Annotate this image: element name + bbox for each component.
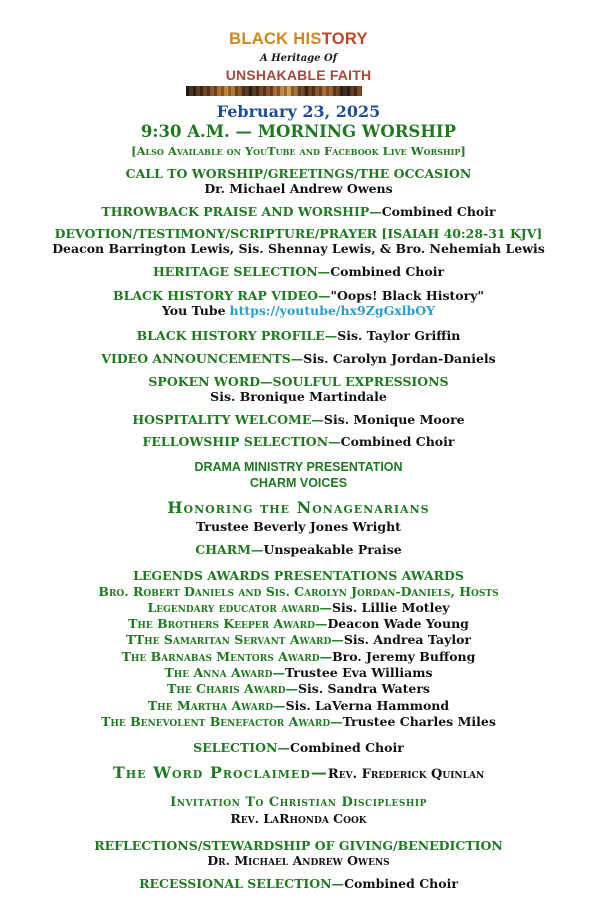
service-date: February 23, 2025 (216, 102, 381, 121)
award-row (0, 649, 597, 664)
drama-heading-2: CHARM VOICES (249, 476, 348, 490)
selection-label: SELECTION— (193, 740, 290, 755)
fellowship-item (0, 434, 597, 449)
award-row (0, 632, 597, 647)
throwback-person: Combined Choir (381, 204, 496, 219)
logo-title-part1: BLACK HIS (229, 30, 322, 48)
selection-item (0, 740, 597, 755)
profile-label: BLACK HISTORY PROFILE— (136, 328, 338, 343)
honoring-person: Trustee Beverly Jones Wright (196, 519, 401, 534)
award-label: Legendary educator award— (147, 600, 333, 615)
reflections-heading: REFLECTIONS/STEWARDSHIP OF GIVING/BENEDICTION (94, 838, 503, 853)
devotion-people: Deacon Barrington Lewis, Sis. Shennay Lewis, & Bro. Nehemiah Lewis (52, 241, 545, 256)
video-person: Sis. Carolyn Jordan-Daniels (303, 351, 496, 366)
word-person: Rev. Frederick Quinlan (327, 767, 485, 782)
award-row (0, 698, 597, 713)
award-label: The Martha Award— (147, 698, 286, 713)
award-person: Bro. Jeremy Buffong (332, 649, 476, 664)
hospitality-person: Sis. Monique Moore (323, 412, 465, 427)
hospitality-label: HOSPITALITY WELCOME— (132, 412, 324, 427)
rap-title: "Oops! Black History" (330, 288, 484, 303)
spoken-word-heading: SPOKEN WORD—SOULFUL EXPRESSIONS (148, 374, 449, 389)
award-label: The Barnabas Mentors Award— (121, 649, 333, 664)
charm-label: CHARM— (195, 542, 264, 557)
fellowship-person: Combined Choir (340, 434, 455, 449)
devotion-heading: DEVOTION/TESTIMONY/SCRIPTURE/PRAYER [ISAIAH 40:28-31 KJV] (54, 226, 543, 241)
profile-person: Sis. Taylor Griffin (337, 328, 461, 343)
legends-hosts: Bro. Robert Daniels and Sis. Carolyn Jordan-Daniels, Hosts (98, 584, 499, 599)
youtube-label: You Tube (161, 303, 226, 318)
video-label: VIDEO ANNOUNCEMENTS— (101, 351, 304, 366)
reflections-person: Dr. Michael Andrew Owens (207, 853, 390, 868)
award-person: Sis. Andrea Taylor (343, 632, 472, 647)
award-person: Sis. LaVerna Hammond (285, 698, 450, 713)
selection-person: Combined Choir (289, 740, 404, 755)
logo-tagline: A Heritage Of (259, 53, 338, 64)
word-proclaimed-item (0, 765, 597, 782)
award-label: The Benevolent Benefactor Award— (101, 714, 343, 729)
heritage-person: Combined Choir (330, 264, 445, 279)
logo-title-part2: TORY (321, 30, 368, 48)
award-label: The Brothers Keeper Award— (128, 616, 328, 631)
youtube-link[interactable]: https://youtube/hx9ZgGxlbOY (229, 303, 436, 318)
award-label: The Charis Award— (167, 681, 299, 696)
award-label: The Anna Award— (164, 665, 285, 680)
recessional-person: Combined Choir (344, 876, 458, 891)
word-label: The Word Proclaimed— (112, 763, 328, 782)
honoring-heading: Honoring the Nonagenarians (167, 498, 430, 517)
invitation-heading: Invitation To Christian Discipleship (170, 795, 427, 810)
rap-video-item (0, 288, 597, 303)
service-title: 9:30 A.M. — MORNING WORSHIP (140, 122, 457, 141)
rap-link-line (0, 303, 597, 318)
legends-heading: LEGENDS AWARDS PRESENTATIONS AWARDS (133, 568, 464, 583)
recessional-label: RECESSIONAL SELECTION— (139, 876, 345, 891)
award-row (0, 600, 597, 615)
availability-note: [Also Available on YouTube and Facebook Live Worship] (131, 144, 466, 158)
award-row (0, 665, 597, 680)
logo-theme: UNSHAKABLE FAITH (225, 67, 372, 83)
drama-heading-1: DRAMA MINISTRY PRESENTATION (194, 460, 403, 474)
throwback-item (0, 204, 597, 219)
award-row (0, 681, 597, 696)
call-to-worship-heading: CALL TO WORSHIP/GREETINGS/THE OCCASION (125, 166, 472, 181)
spoken-word-person: Sis. Bronique Martindale (210, 389, 387, 404)
video-announcements-item (0, 351, 597, 366)
award-person: Sis. Sandra Waters (298, 681, 430, 696)
award-person: Trustee Charles Miles (342, 714, 496, 729)
award-row (0, 714, 597, 729)
throwback-label: THROWBACK PRAISE AND WORSHIP— (101, 204, 382, 219)
award-person: Trustee Eva Williams (284, 665, 433, 680)
heritage-label: HERITAGE SELECTION— (152, 264, 331, 279)
award-person: Deacon Wade Young (327, 616, 469, 631)
recessional-item (0, 876, 597, 891)
fellowship-label: FELLOWSHIP SELECTION— (142, 434, 341, 449)
invitation-person: Rev. LaRhonda Cook (230, 811, 367, 826)
heritage-item (0, 264, 597, 279)
logo-banner-image (186, 86, 362, 96)
award-row (0, 616, 597, 631)
award-person: Sis. Lillie Motley (332, 600, 450, 615)
rap-label: BLACK HISTORY RAP VIDEO— (113, 288, 331, 303)
charm-song: Unspeakable Praise (263, 542, 402, 557)
profile-item (0, 328, 597, 343)
logo-title (0, 30, 597, 49)
award-label: TThe Samaritan Servant Award— (125, 632, 344, 647)
charm-item (0, 542, 597, 557)
hospitality-item (0, 412, 597, 427)
call-to-worship-person: Dr. Michael Andrew Owens (204, 181, 393, 196)
